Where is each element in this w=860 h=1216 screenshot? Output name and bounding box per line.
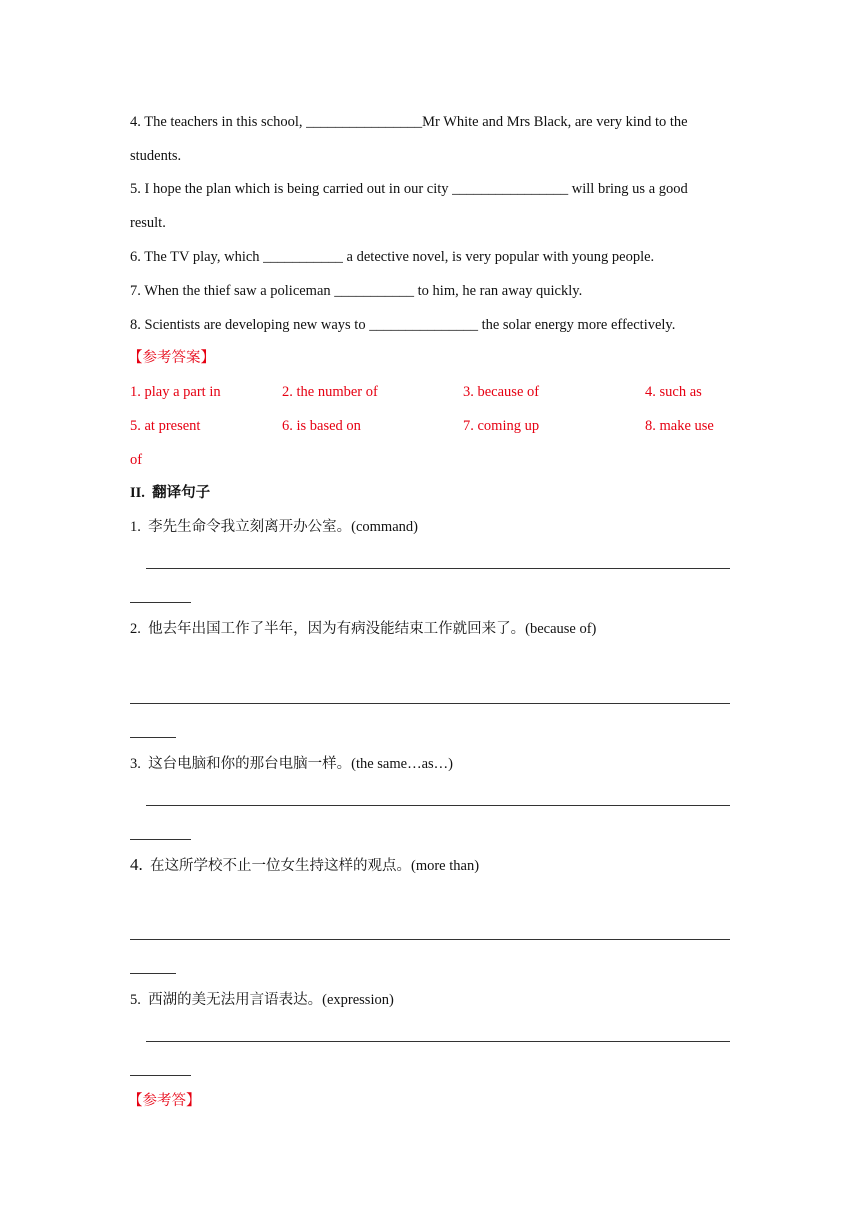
answer-line[interactable]: [130, 703, 730, 704]
item-text: 这台电脑和你的那台电脑一样。(the same…as…): [148, 756, 453, 772]
answer-line[interactable]: [146, 1041, 730, 1042]
answer-line-tail[interactable]: [130, 973, 176, 974]
answer-4: 4. such as: [645, 384, 702, 400]
item-text: 西湖的美无法用言语表达。(expression): [148, 992, 394, 1008]
question-6: 6. The TV play, which ___________ a detective novel, is very popular with young people.: [130, 249, 655, 265]
answer-header-2: 【参考答】: [128, 1093, 201, 1109]
translate-item-5: [130, 990, 394, 1010]
question-4-line-1: 4. The teachers in this school, ________________Mr White and Mrs Black, are very kind to the: [130, 114, 688, 130]
question-5-line-2: result.: [130, 215, 166, 231]
answer-line-tail[interactable]: [130, 737, 176, 738]
answer-line[interactable]: [146, 805, 730, 806]
question-5-line-1: 5. I hope the plan which is being carried out in our city ________________ will bring us a good: [130, 181, 688, 197]
answer-line-tail[interactable]: [130, 839, 191, 840]
section-2-title: 翻译句子: [152, 485, 211, 501]
answer-8: 8. make use: [645, 418, 714, 434]
answer-6: 6. is based on: [282, 418, 361, 434]
item-text: 李先生命令我立刻离开办公室。(command): [148, 519, 418, 535]
translate-item-4: [130, 855, 479, 876]
section-2-numeral: II.: [130, 485, 145, 501]
answer-5: 5. at present: [130, 418, 201, 434]
answer-header: 【参考答案】: [128, 350, 215, 366]
item-number: 3.: [130, 756, 141, 772]
item-number: 1.: [130, 519, 141, 535]
answer-line[interactable]: [146, 568, 730, 569]
translate-item-3: [130, 754, 453, 774]
section-2-heading: [130, 483, 210, 503]
item-number: 2.: [130, 621, 141, 637]
translate-item-2: [130, 619, 596, 639]
translate-item-1: [130, 517, 418, 537]
question-7: 7. When the thief saw a policeman ___________ to him, he ran away quickly.: [130, 283, 583, 299]
question-8: 8. Scientists are developing new ways to _______________ the solar energy more effectively.: [130, 317, 676, 333]
answer-2: 2. the number of: [282, 384, 378, 400]
answer-line-tail[interactable]: [130, 1075, 191, 1076]
answer-line[interactable]: [130, 939, 730, 940]
question-4-line-2: students.: [130, 148, 182, 164]
answer-3: 3. because of: [463, 384, 540, 400]
item-number: 4.: [130, 855, 143, 874]
item-number: 5.: [130, 992, 141, 1008]
answer-8-continued: of: [130, 452, 143, 468]
answer-7: 7. coming up: [463, 418, 540, 434]
item-text: 在这所学校不止一位女生持这样的观点。(more than): [150, 858, 480, 874]
answer-line-tail[interactable]: [130, 602, 191, 603]
item-text: 他去年出国工作了半年，因为有病没能结束工作就回来了。(because of): [148, 621, 597, 637]
answer-1: 1. play a part in: [130, 384, 221, 400]
